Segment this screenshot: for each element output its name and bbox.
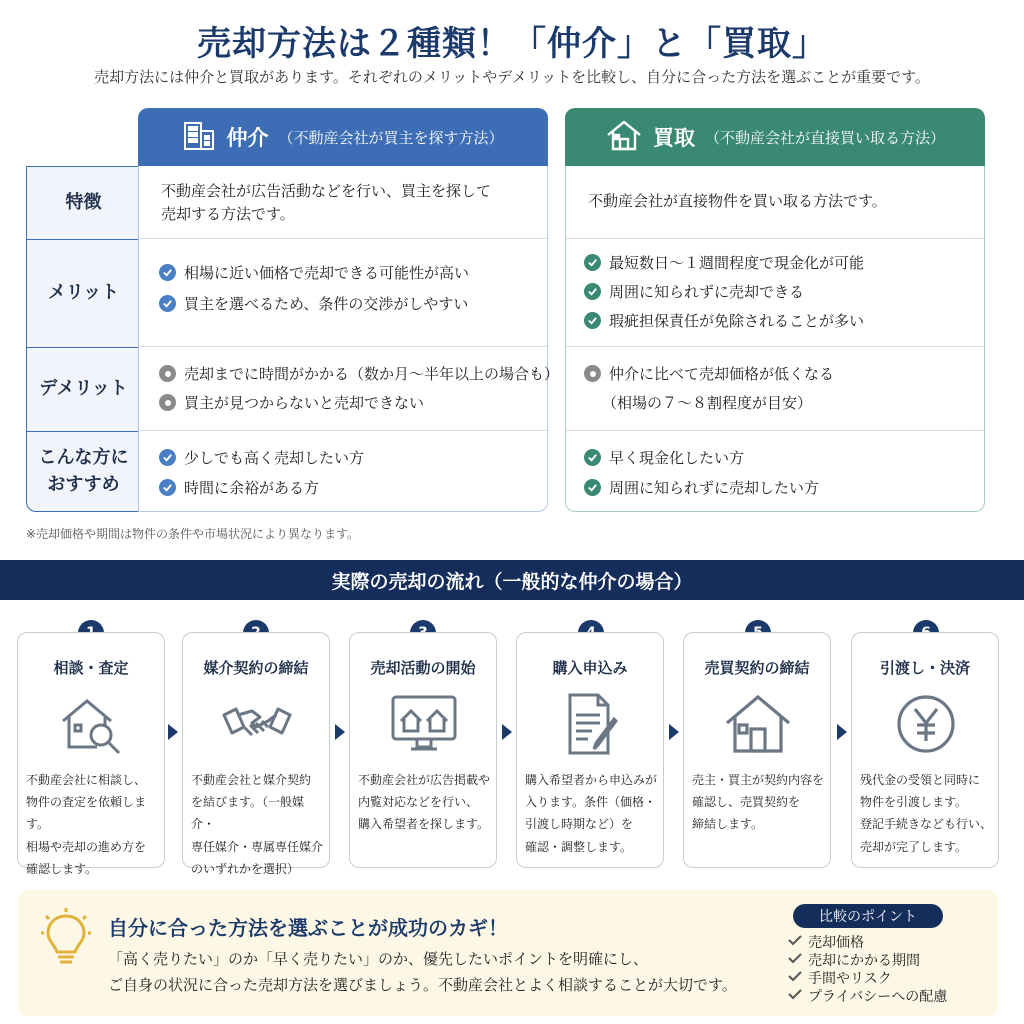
kaitori-demerit-note xyxy=(602,392,812,413)
kaitori-recommend-text: 周囲に知られずに売却したい方 xyxy=(609,479,820,497)
chukai-panel xyxy=(138,166,560,512)
tip-text-line: 「高く売りたい」のか「早く売りたい」のか、優先したいポイントを明確にし、 xyxy=(108,950,649,968)
check-circle-icon xyxy=(159,264,176,281)
step-title: 媒介契約の締結 xyxy=(203,659,309,677)
check-circle-icon xyxy=(584,479,601,496)
step-description: 残代金の受領と同時に 物件を引渡します。 登記手続きなども行い、 売却が完了します。 xyxy=(860,773,993,854)
tip-box xyxy=(18,890,998,1016)
step-title: 引渡し・決済 xyxy=(879,659,970,677)
step-card-5 xyxy=(683,632,831,868)
check-icon xyxy=(788,970,802,986)
column-subtitle-chukai: （不動産会社が買主を探す方法） xyxy=(278,128,504,147)
step-description: 不動産会社と媒介契約 を結びます。（一般媒介・ 専任媒介・専属専任媒介 のいずれかを選択） xyxy=(191,773,324,876)
step-description: 不動産会社が広告掲載や 内覧対応などを行い、 購入希望者を探します。 xyxy=(358,773,491,832)
check-circle-icon xyxy=(584,312,601,329)
kaitori-panel xyxy=(565,166,985,512)
chukai-recommend-text: 少しでも高く売却したい方 xyxy=(184,449,365,467)
column-header-chukai xyxy=(138,108,548,166)
flow-arrow-icon xyxy=(502,724,512,740)
kaitori-demerit-text: 仲介に比べて売却価格が低くなる xyxy=(609,365,835,383)
point-item xyxy=(788,932,864,952)
step-description: 売主・買主が契約内容を 確認し、売買契約を 締結します。 xyxy=(692,773,825,832)
check-icon xyxy=(788,934,802,950)
points-badge: 比較のポイント xyxy=(793,904,943,928)
chukai-demerit-item xyxy=(159,363,559,384)
kaitori-merit-item xyxy=(584,281,804,302)
row-label-column xyxy=(26,166,139,512)
step-card-6 xyxy=(851,632,999,868)
kaitori-demerit-text: （相場の７〜８割程度が目安） xyxy=(602,394,813,412)
house-icon xyxy=(723,691,793,757)
flow-arrow-icon xyxy=(669,724,679,740)
yen-icon xyxy=(891,691,961,757)
kaitori-recommend-text: 早く現金化したい方 xyxy=(609,449,745,467)
step-title: 相談・査定 xyxy=(53,659,129,677)
chukai-demerit-text: 買主が見つからないと売却できない xyxy=(184,394,425,412)
house-magnifier-icon xyxy=(57,691,127,757)
chukai-feature-text: 不動産会社が広告活動などを行い、買主を探して 売却する方法です。 xyxy=(161,182,492,224)
chukai-merit-item xyxy=(159,293,468,314)
chukai-merit-item xyxy=(159,262,469,283)
check-circle-icon xyxy=(159,449,176,466)
footnote: ※売却価格や期間は物件の条件や市場状況により異なります。 xyxy=(26,527,360,541)
check-circle-icon xyxy=(584,283,601,300)
point-item xyxy=(788,986,947,1006)
chukai-demerit-item xyxy=(159,392,424,413)
kaitori-recommend-item xyxy=(584,447,744,468)
flow-section-title: 実際の売却の流れ（一般的な仲介の場合） xyxy=(0,560,1024,600)
tip-text-line: ご自身の状況に合った売却方法を選びましょう。不動産会社とよく相談することが大切です。 xyxy=(108,976,737,994)
lead-text: 売却方法には仲介と買取があります。それぞれのメリットやデメリットを比較し、自分に合った方法を選ぶことが重要です。 xyxy=(94,68,930,86)
row-label-merit: メリット xyxy=(27,239,140,347)
chukai-merit-text: 買主を選べるため、条件の交渉がしやすい xyxy=(184,295,469,313)
step-card-4 xyxy=(516,632,664,868)
step-description: 購入希望者から申込みが 入ります。条件（価格・ 引渡し時期など）を 確認・調整します。 xyxy=(525,773,658,854)
flow-arrow-icon xyxy=(837,724,847,740)
check-icon xyxy=(788,988,802,1004)
bullet-dot-icon xyxy=(584,365,601,382)
step-title: 売買契約の締結 xyxy=(704,659,810,677)
house-icon xyxy=(605,119,643,155)
check-circle-icon xyxy=(159,295,176,312)
kaitori-merit-item xyxy=(584,310,864,331)
chukai-recommend-item xyxy=(159,447,364,468)
check-circle-icon xyxy=(159,479,176,496)
flow-arrow-icon xyxy=(335,724,345,740)
building-icon xyxy=(182,119,216,155)
point-text: プライバシーへの配慮 xyxy=(808,989,948,1005)
point-text: 売却価格 xyxy=(808,935,864,951)
flow-arrow-icon xyxy=(168,724,178,740)
bullet-dot-icon xyxy=(159,365,176,382)
row-label-recommend: こんな方に おすすめ xyxy=(27,431,140,511)
column-header-kaitori xyxy=(565,108,985,166)
kaitori-feature-text: 不動産会社が直接物件を買い取る方法です。 xyxy=(588,192,887,210)
monitor-icon xyxy=(389,691,459,757)
bullet-dot-icon xyxy=(159,394,176,411)
kaitori-merit-text: 周囲に知られずに売却できる xyxy=(609,283,805,301)
document-pen-icon xyxy=(556,691,626,757)
kaitori-recommend-item xyxy=(584,477,819,498)
check-circle-icon xyxy=(584,254,601,271)
point-text: 手間やリスク xyxy=(808,971,892,987)
tip-title: 自分に合った方法を選ぶことが成功のカギ！ xyxy=(108,916,508,940)
point-item xyxy=(788,950,920,970)
kaitori-demerit-item xyxy=(584,363,834,384)
row-label-feature: 特徴 xyxy=(65,191,102,213)
check-circle-icon xyxy=(584,449,601,466)
step-description: 不動産会社に相談し、 物件の査定を依頼します。 相場や売却の進め方を 確認します。 xyxy=(26,773,147,876)
column-subtitle-kaitori: （不動産会社が直接買い取る方法） xyxy=(704,128,945,147)
row-label-demerit: デメリット xyxy=(27,347,140,431)
step-title: 売却活動の開始 xyxy=(370,659,476,677)
column-title-chukai: 仲介 xyxy=(226,126,269,150)
step-card-1 xyxy=(17,632,165,876)
kaitori-merit-text: 瑕疵担保責任が免除されることが多い xyxy=(609,312,865,330)
chukai-recommend-text: 時間に余裕がある方 xyxy=(184,479,320,497)
check-icon xyxy=(788,952,802,968)
kaitori-merit-item xyxy=(584,252,864,273)
point-text: 売却にかかる期間 xyxy=(808,953,920,969)
chukai-merit-text: 相場に近い価格で売却できる可能性が高い xyxy=(184,264,470,282)
page-title: 売却方法は２種類！「仲介」と「買取」 xyxy=(197,24,827,64)
step-card-3 xyxy=(349,632,497,868)
column-title-kaitori: 買取 xyxy=(652,126,695,150)
kaitori-merit-text: 最短数日〜１週間程度で現金化が可能 xyxy=(609,254,865,272)
handshake-icon xyxy=(222,691,292,757)
chukai-recommend-item xyxy=(159,477,319,498)
chukai-demerit-text: 売却までに時間がかかる（数か月〜半年以上の場合も） xyxy=(184,365,560,383)
point-item xyxy=(788,968,892,988)
step-title: 購入申込み xyxy=(552,659,628,677)
lightbulb-icon xyxy=(40,906,92,972)
step-card-2 xyxy=(182,632,330,876)
